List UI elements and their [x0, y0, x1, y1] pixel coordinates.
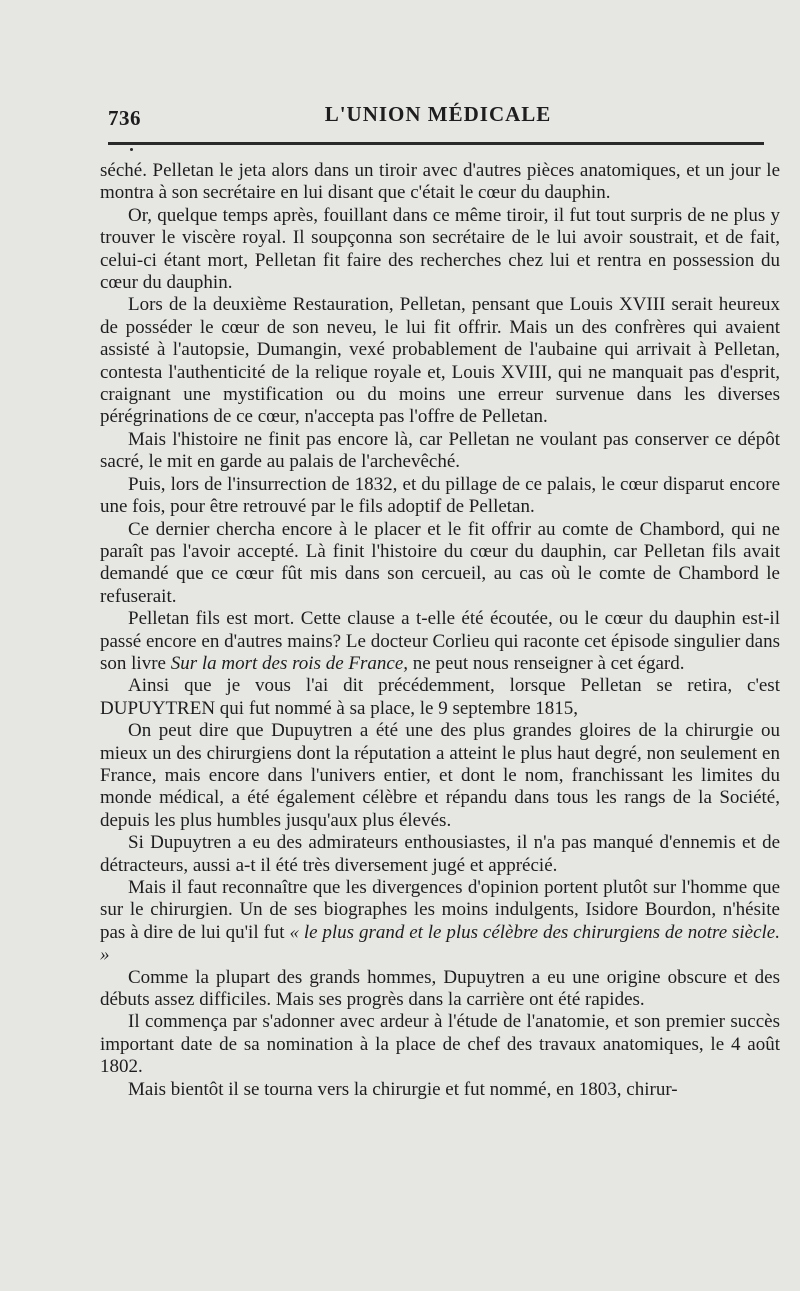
paragraph-text: Mais l'histoire ne finit pas encore là, car Pelletan ne voulant pas conserver ce dépôt sacré, le mit en garde au palais de l'archevêché.: [100, 428, 780, 473]
paragraph: [100, 877, 780, 967]
italic-text: « le plus grand et le plus célèbre des chirurgiens de notre siècle. »: [100, 921, 780, 966]
paragraph-text: Ce dernier chercha encore à le placer et le fit offrir au comte de Chambord, qui ne paraît pas l'avoir accepté. Là finit l'histoire du cœur du dauphin, car Pelletan fils avait demandé que ce cœur fût mis dans son cercueil, au cas où le comte de Chambord le refuserait.: [100, 518, 780, 607]
paragraph: [100, 1079, 780, 1101]
paragraph: [100, 1011, 780, 1078]
paragraph: [100, 519, 780, 609]
paragraph: [100, 160, 780, 205]
header-dot: [130, 148, 133, 151]
paragraph-text: séché. Pelletan le jeta alors dans un tiroir avec d'autres pièces anatomiques, et un jour le montra à son secrétaire en lui disant que c'était le cœur du dauphin.: [100, 160, 780, 204]
page-header: [108, 98, 768, 138]
header-rule: [108, 142, 764, 145]
paragraph-text: Il commença par s'adonner avec ardeur à l'étude de l'anatomie, et son premier succès important date de sa nomination à la place de chef des travaux anatomiques, le 4 août 1802.: [100, 1011, 780, 1078]
paragraph-text: Si Dupuytren a eu des admirateurs enthousiastes, il n'a pas manqué d'ennemis et de détracteurs, aussi a-t il été très diversement jugé et apprécié.: [100, 832, 780, 876]
paragraph-text: On peut dire que Dupuytren a été une des plus grandes gloires de la chirurgie ou mieux un des chirurgiens dont la réputation a atteint le plus haut degré, non seulement en France, mais encore dans l'univers entier, et dont le nom, franchissant les limites du monde médical, a été également célèbre et répandu dans tous les rangs de la Société, depuis les plus humbles jusqu'aux plus élevés.: [100, 720, 780, 831]
paragraph: [100, 967, 780, 1012]
running-title: L'UNION MÉDICALE: [324, 102, 552, 126]
paragraph: [100, 429, 780, 474]
paragraph-text: Ainsi que je vous l'ai dit précédemment, lorsque Pelletan se retira, c'est DUPUYTREN qui fut nommé à sa place, le 9 septembre 1815,: [100, 675, 780, 719]
paragraph-text: Lors de la deuxième Restauration, Pelletan, pensant que Louis XVIII serait heureux de posséder le cœur de son neveu, le lui fit offrir. Mais un des confrères qui avaient assisté à l'autopsie, Dumangin, vexé probablement de l'aubaine qui arrivait à Pelletan, contesta l'authenticité de la relique royale et, Louis XVIII, qui ne manquait pas d'esprit, craignant une mystification ou du moins une erreur survenue dans les diverses pérégrinations de ce cœur, n'accepta pas l'offre de Pelletan.: [100, 294, 780, 428]
paragraph: [100, 294, 780, 428]
paragraph-text: Comme la plupart des grands hommes, Dupuytren a eu une origine obscure et des débuts assez difficiles. Mais ses progrès dans la carrière ont été rapides.: [100, 966, 780, 1011]
paragraph-text: Mais il faut reconnaître que les divergences d'opinion portent plutôt sur l'homme que sur le chirurgien. Un de ses biographes les moins indulgents, Isidore Bourdon, n'hésite pas à dire de lui qu'il fut: [100, 877, 780, 943]
paragraph-tail: ne peut nous renseigner à cet égard.: [408, 652, 685, 674]
paragraph: [100, 205, 780, 295]
paragraph-text: Mais bientôt il se tourna vers la chirurgie et fut nommé, en 1803, chirur-: [128, 1078, 678, 1100]
paragraph: [100, 608, 780, 675]
paragraph: [100, 720, 780, 832]
paragraph: [100, 675, 780, 720]
paragraph-text: Or, quelque temps après, fouillant dans ce même tiroir, il fut tout surpris de ne plus y trouver le viscère royal. Il soupçonna son secrétaire de le lui avoir soustrait, et de fait, celui-ci étant mort, Pelletan fit faire des recherches chez lui et rentra en possession du cœur du dauphin.: [100, 204, 780, 294]
paragraph-text: Pelletan fils est mort. Cette clause a t-elle été écoutée, ou le cœur du dauphin est-il passé encore en d'autres mains? Le docteur Corlieu qui raconte cet épisode singulier dans son livre: [100, 608, 780, 674]
body-text: [100, 160, 780, 1101]
italic-text: Sur la mort des rois de France,: [170, 652, 409, 674]
page-number: 736: [108, 106, 141, 130]
paragraph-text: Puis, lors de l'insurrection de 1832, et du pillage de ce palais, le cœur disparut encore une fois, pour être retrouvé par le fils adoptif de Pelletan.: [100, 473, 780, 518]
paragraph: [100, 474, 780, 519]
paragraph: [100, 832, 780, 877]
